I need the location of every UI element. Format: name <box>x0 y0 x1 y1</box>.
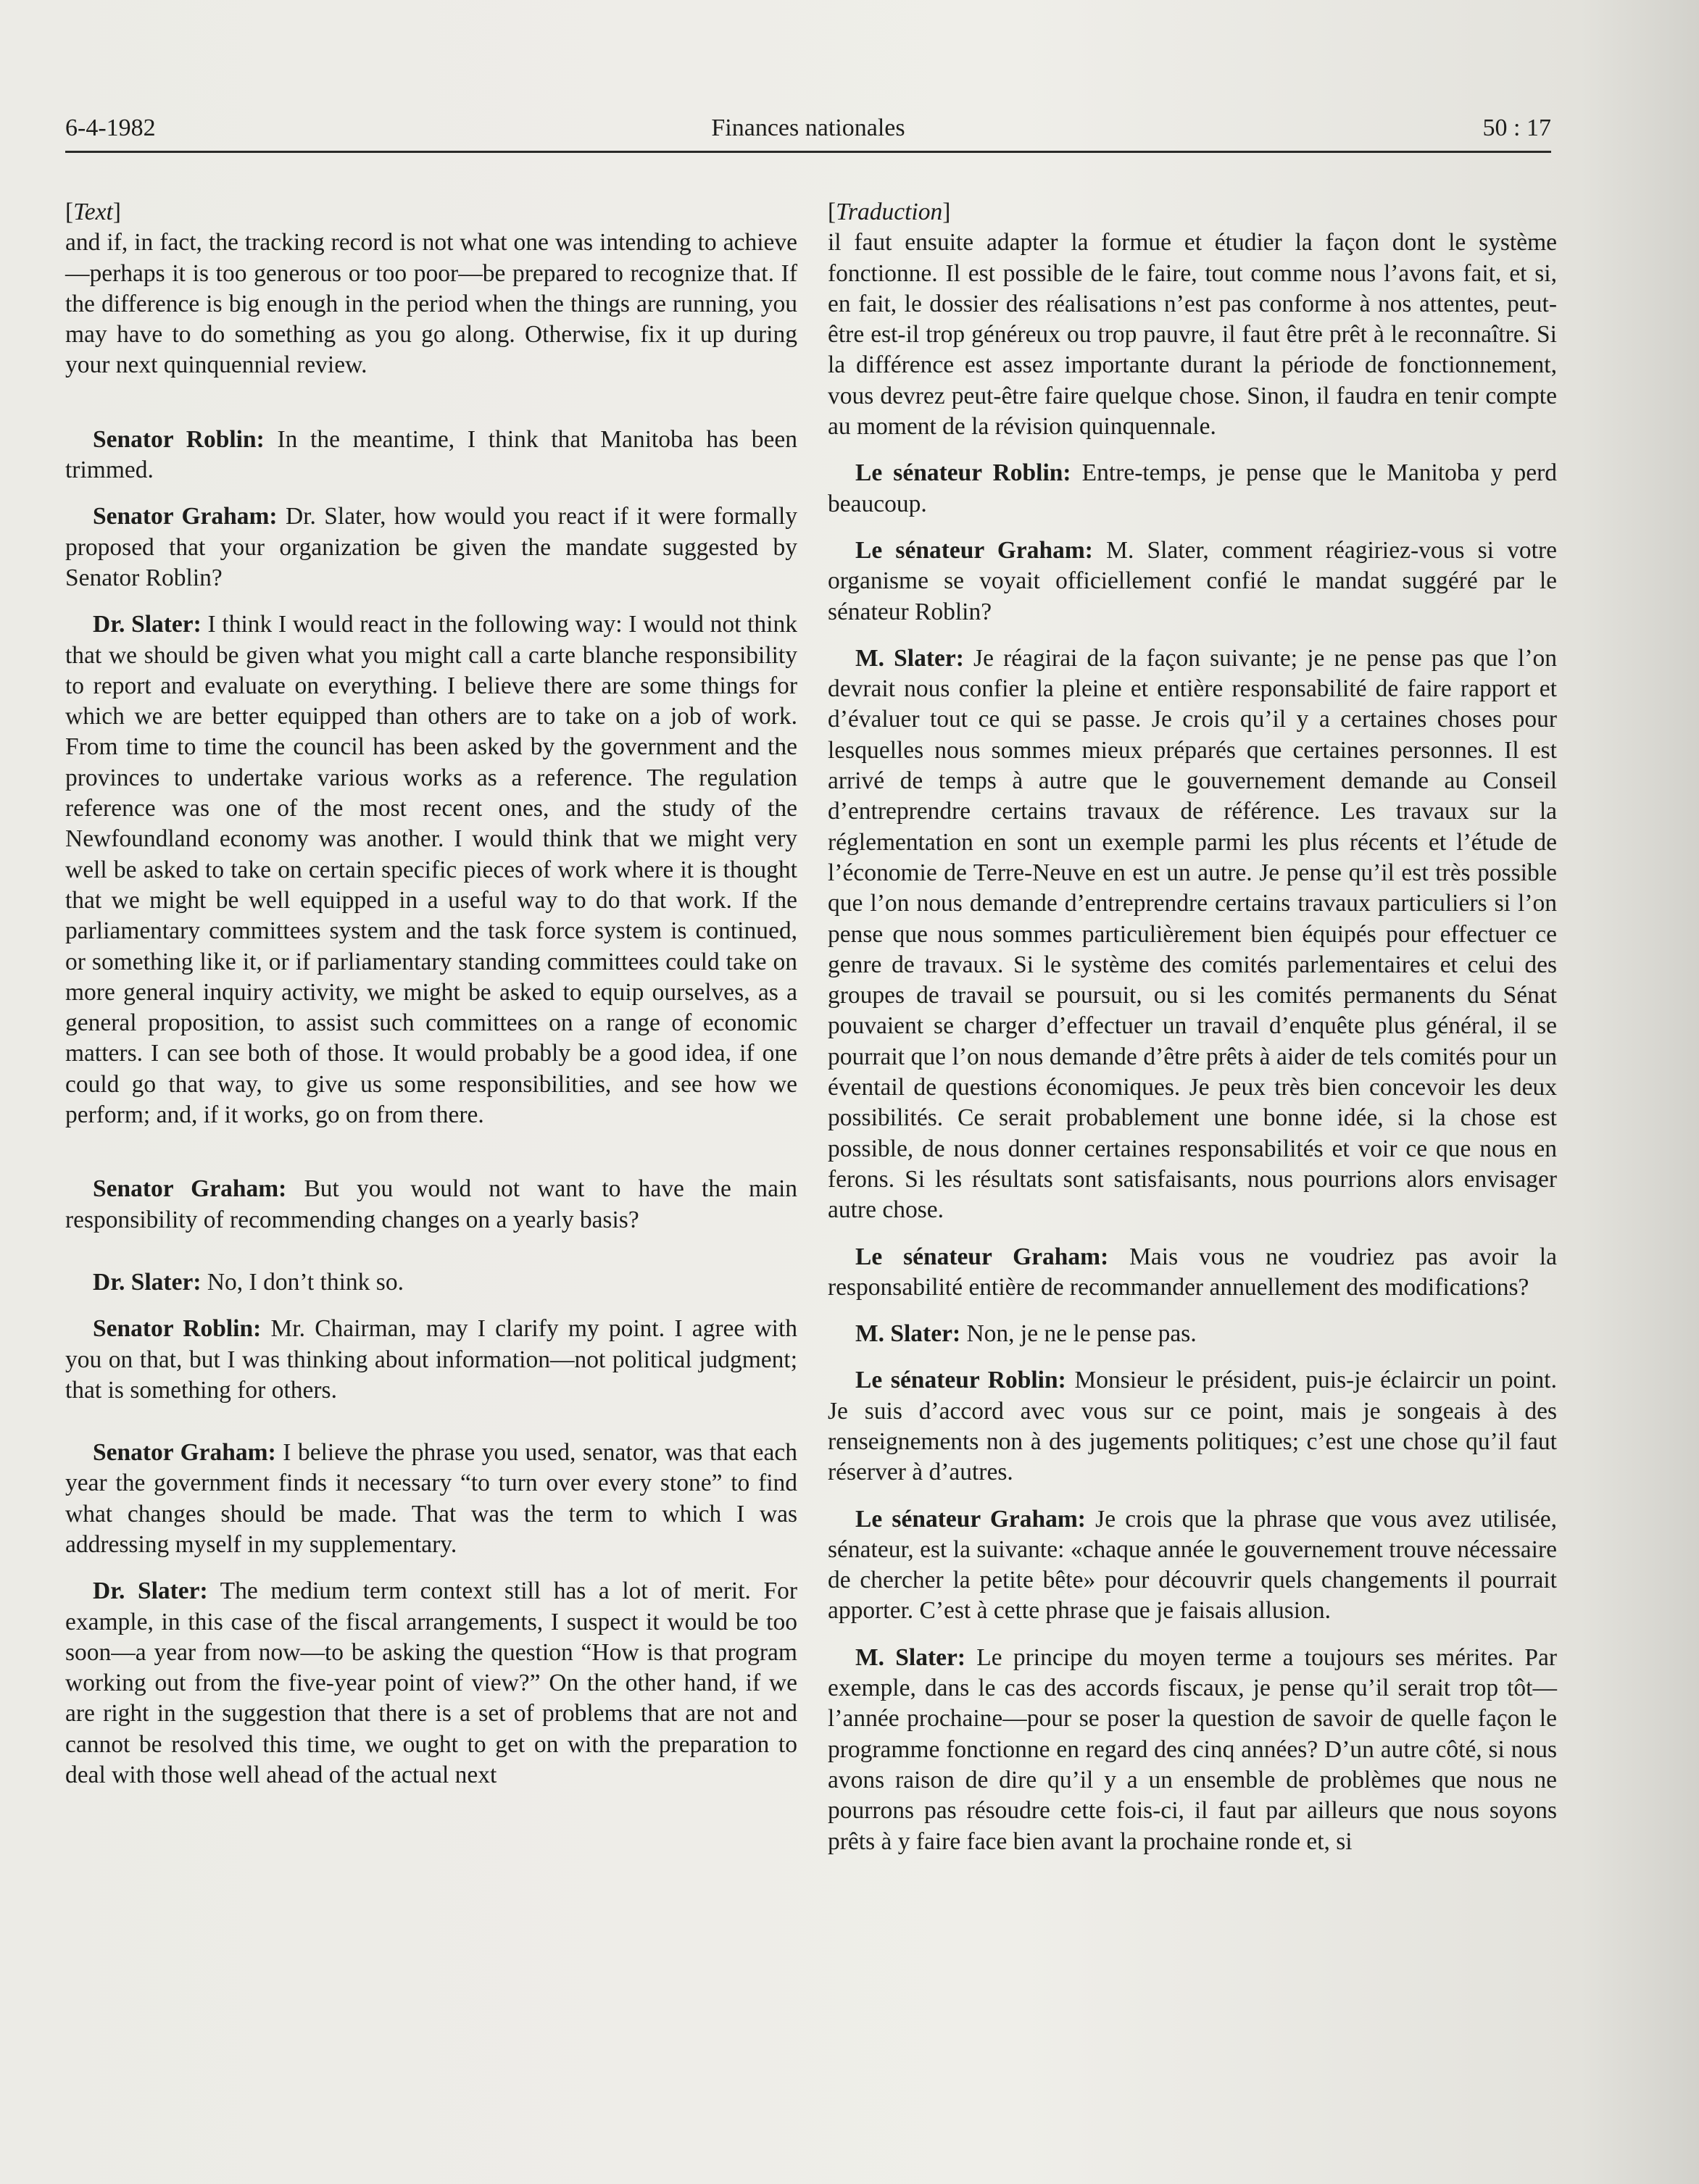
speech-text: I think I would react in the following way: I would not think that we should be given what you might call a carte blanche responsibility to report and evaluate on everything. I believe there are some things for which we are better equipped than others are to take on a job of work. From time to time the council has been asked by the government and the provinces to undertake various works as a reference. The regulation reference was one of the most recent ones, and the study of the Newfoundland economy was another. I would think that we might very well be asked to take on certain specific pieces of work where it is thought that we might be well equipped in a useful way to do that work. If the parliamentary committees system and the task force system is continued, or something like it, or if parliamentary standing committees could take on more general inquiry activity, we might be asked to equip ourselves, as a general proposition, to assist such committees on a range of economic matters. I can see both of those. It would probably be a good idea, if one could go that way, to give us some responsibilities, and see how we perform; and, if it works, go on from there. <box>65 611 797 1129</box>
speech-text: Entre-temps, je pense que le Manitoba y perd beaucoup. <box>828 459 1557 517</box>
speech-paragraph <box>828 1319 1557 1349</box>
speech-text: Je crois que la phrase que vous avez utilisée, sénateur, est la suivante: «chaque année le gouvernement trouve nécessaire de chercher la petite bête» pour découvrir quels changements il pourrait apporter. C’est à cette phrase que je faisais allusion. <box>828 1505 1557 1625</box>
speaker-name: Le sénateur Graham: <box>855 1505 1086 1533</box>
intro-paragraph: il faut ensuite adapter la formue et étudier la façon dont le système fonctionne. Il est possible de le faire, tout comme nous l’avons fait, et si, en fait, le dossier des réalisations n’est pas conforme à nos attentes, peut-être est-il trop généreux ou trop pauvre, il faut être prêt à le reconnaître. Si la différence est assez importante durant la période de fonctionnement, vous devrez peut-être faire quelque chose. Sinon, il faudra en tenir compte au moment de la révision quinquennale. <box>828 229 1557 441</box>
speech-text: Monsieur le président, puis-je éclaircir un point. Je suis d’accord avec vous sur ce point, mais je songeais à des renseignements non à des jugements politiques; c’est une chose qu’il faut réserver à d’autres. <box>828 1367 1557 1486</box>
french-column <box>828 197 1557 1873</box>
speech-text: M. Slater, comment réagiriez-vous si votre organisme se voyait officiellement confié le mandat suggéré par le sénateur Roblin? <box>828 536 1557 625</box>
speaker-name: Senator Graham: <box>93 503 278 530</box>
speaker-name: Senator Roblin: <box>93 1315 262 1343</box>
speech-text: I believe the phrase you used, senator, was that each year the government finds it necessary “to turn over every stone” to find what changes should be made. That was the term to which I was addressing myself in my supplementary. <box>65 1439 797 1558</box>
speech-paragraph <box>65 1576 797 1791</box>
speech-paragraph <box>828 535 1557 628</box>
speech-paragraph <box>65 425 797 486</box>
speech-paragraph <box>828 643 1557 1226</box>
section-label-text: [Text] <box>65 199 121 225</box>
speaker-name: Dr. Slater: <box>93 611 202 638</box>
speaker-name: Senator Roblin: <box>93 425 265 453</box>
speaker-name: Le sénateur Graham: <box>855 536 1093 564</box>
speech-text: No, I don’t think so. <box>201 1268 404 1296</box>
intro-paragraph: and if, in fact, the tracking record is not what one was intending to achieve—perhaps it is too generous or too poor—be prepared to recognize that. If the difference is big enough in the period when the things are running, you may have to do something as you go along. Otherwise, fix it up during your next quinquennial review. <box>65 229 797 379</box>
speaker-name: M. Slater: <box>855 1320 961 1348</box>
speech-text: But you would not want to have the main responsibility of recommending changes on a yearly basis? <box>65 1175 797 1233</box>
speech-text: Le principe du moyen terme a toujours ses mérites. Par exemple, dans le cas des accords fiscaux, je pense qu’il serait trop tôt—l’année prochaine—pour se poser la question de savoir de quelle façon le programme fonctionne en regard des cinq années? D’un autre côté, si nous avons raison de dire qu’il y a un ensemble de problèmes que nous ne pourrons pas résoudre cette fois-ci, il faut par ailleurs que nous soyons prêts à y faire face bien avant la prochaine ronde et, si <box>828 1643 1558 1855</box>
speech-text: Mr. Chairman, may I clarify my point. I agree with you on that, but I was thinking about information—not political judgment; that is something for others. <box>65 1315 798 1404</box>
english-column <box>65 197 797 1806</box>
speech-paragraph <box>828 458 1557 520</box>
speech-paragraph <box>65 1174 797 1235</box>
speaker-name: Dr. Slater: <box>93 1577 208 1605</box>
speech-text: Dr. Slater, how would you react if it were formally proposed that your organization be given the mandate suggested by Senator Roblin? <box>65 503 798 591</box>
header-rule <box>65 151 1551 153</box>
speaker-name: Dr. Slater: <box>93 1268 202 1296</box>
speaker-name: Le sénateur Roblin: <box>855 1367 1066 1394</box>
speech-paragraph <box>828 1504 1557 1627</box>
speech-paragraph <box>65 1314 797 1406</box>
speaker-name: M. Slater: <box>855 1643 966 1671</box>
speech-text: Je réagirai de la façon suivante; je ne pense pas que l’on devrait nous confier la pleine et entière responsabilité de faire rapport et d’évaluer tout ce qui se passe. Je crois qu’il y a certaines choses pour lesquelles nous sommes mieux préparés que certaines personnes. Il est arrivé de temps à autre que le gouvernement demande au Conseil d’entreprendre certains travaux de référence. Les travaux sur la réglementation en sont un exemple parmi les plus récents et l’étude de l’économie de Terre-Neuve en est un autre. Je pense qu’il est très possible que l’on nous demande d’entreprendre certains travaux particuliers si l’on pense que nous sommes particulièrement bien équipés pour effectuer ce genre de travaux. Si le système des comités parlementaires et celui des groupes de travail se poursuit, ou si les comités permanents du Sénat pouvaient se charger d’effectuer un travail d’enquête plus général, il se pourrait que l’on nous demande d’être prêts à aider de tels comités pour un éventail de questions économiques. Je peux très bien concevoir les deux possibilités. Ce serait probablement une bonne idée, si la chose est possible, de nous donner certaines responsabilités et voir ce que nous en ferons. Si les résultats sont satisfaisants, nous pourrions alors envisager autre chose. <box>828 644 1558 1224</box>
speech-text: The medium term context still has a lot of merit. For example, in this case of the fiscal arrangements, I suspect it would be too soon—a year from now—to be asking the question “How is that program working out from the five-year point of view?” On the other hand, if we are right in the suggestion that there is a set of problems that are not and cannot be resolved this time, we ought to get on with the preparation to deal with those well ahead of the actual next <box>65 1577 797 1789</box>
speech-paragraph <box>828 1242 1557 1304</box>
speech-paragraph <box>65 1438 797 1560</box>
speech-paragraph <box>65 1267 797 1298</box>
speech-text: Non, je ne le pense pas. <box>960 1320 1197 1348</box>
header-title: Finances nationales <box>711 114 905 141</box>
speech-text: In the meantime, I think that Manitoba has been trimmed. <box>65 425 797 484</box>
speaker-name: Senator Graham: <box>93 1175 287 1203</box>
speech-paragraph <box>65 609 797 1130</box>
speech-text: Mais vous ne voudriez pas avoir la responsabilité entière de recommander annuellement des modifications? <box>828 1243 1557 1301</box>
header-date: 6-4-1982 <box>65 114 156 141</box>
speech-paragraph <box>828 1643 1557 1857</box>
page-header <box>65 114 1551 155</box>
speech-paragraph <box>828 1365 1557 1488</box>
speaker-name: Le sénateur Roblin: <box>855 459 1071 487</box>
speaker-name: M. Slater: <box>855 644 964 672</box>
speech-paragraph <box>65 501 797 593</box>
speaker-name: Senator Graham: <box>93 1439 276 1467</box>
section-label-traduction: [Traduction] <box>828 199 951 225</box>
header-page-number: 50 : 17 <box>1482 114 1551 141</box>
speaker-name: Le sénateur Graham: <box>855 1243 1109 1270</box>
